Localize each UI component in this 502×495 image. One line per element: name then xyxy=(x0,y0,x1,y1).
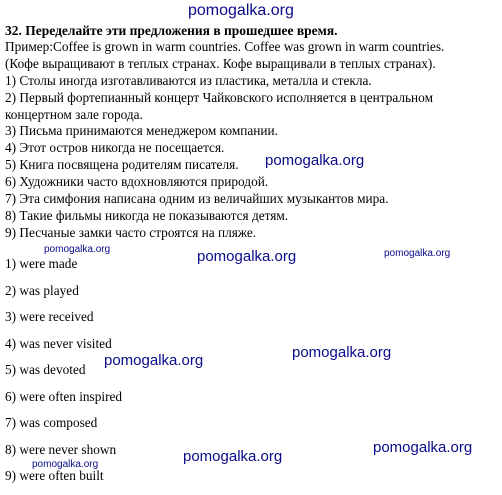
watermark: pomogalka.org xyxy=(373,439,473,456)
example-line-2: (Кофе выращивают в теплых странах. Кофе выращивали в теплых странах). xyxy=(5,55,436,71)
watermark: pomogalka.org xyxy=(197,248,297,265)
watermark: pomogalka.org xyxy=(384,248,451,259)
sentence-line: 2) Первый фортепианный концерт Чайковского исполняется в центральном xyxy=(5,89,433,105)
watermark: pomogalka.org xyxy=(292,344,392,361)
answer-item: 6) were often inspired xyxy=(5,388,123,404)
answer-item: 5) was devoted xyxy=(5,362,86,377)
answer-item: 4) was never visited xyxy=(5,335,112,351)
answer-item: 1) were made xyxy=(5,256,78,271)
answer-item: 9) were often built xyxy=(5,468,104,483)
answer-item: 3) were received xyxy=(5,309,94,324)
answer-item: 2) was played xyxy=(5,282,79,298)
watermark: pomogalka.org xyxy=(183,448,283,465)
sentence-line: 4) Этот остров никогда не посещается. xyxy=(5,140,225,156)
task-title: 32. Переделайте эти предложения в прошедшее время. xyxy=(5,23,338,38)
watermark: pomogalka.org xyxy=(265,152,365,169)
sentence-line: концертном зале города. xyxy=(5,106,143,122)
sentence-line: 9) Песчаные замки часто строятся на пляже. xyxy=(5,224,257,240)
sentence-line: 8) Такие фильмы никогда не показываются детям. xyxy=(5,207,289,223)
watermark: pomogalka.org xyxy=(104,352,204,369)
task-block xyxy=(5,23,499,242)
sentence-line: 1) Столы иногда изготавливаются из пластика, металла и стекла. xyxy=(5,72,372,88)
watermark-top: pomogalka.org xyxy=(188,2,294,19)
sentence-line: 6) Художники часто вдохновляются природой. xyxy=(5,174,269,190)
sentence-line: 3) Письма принимаются менеджером компании. xyxy=(5,123,278,139)
watermark: pomogalka.org xyxy=(32,459,99,470)
watermark: pomogalka.org xyxy=(44,244,111,255)
example-line-1: Пример:Coffee is grown in warm countries. Coffee was grown in warm countries. xyxy=(5,39,445,54)
answer-item: 8) were never shown xyxy=(5,441,117,457)
answer-item: 7) was composed xyxy=(5,415,98,430)
sentence-line: 5) Книга посвящена родителям писателя. xyxy=(5,157,239,173)
sentence-line: 7) Эта симфония написана одним из величайших музыкантов мира. xyxy=(5,191,389,207)
